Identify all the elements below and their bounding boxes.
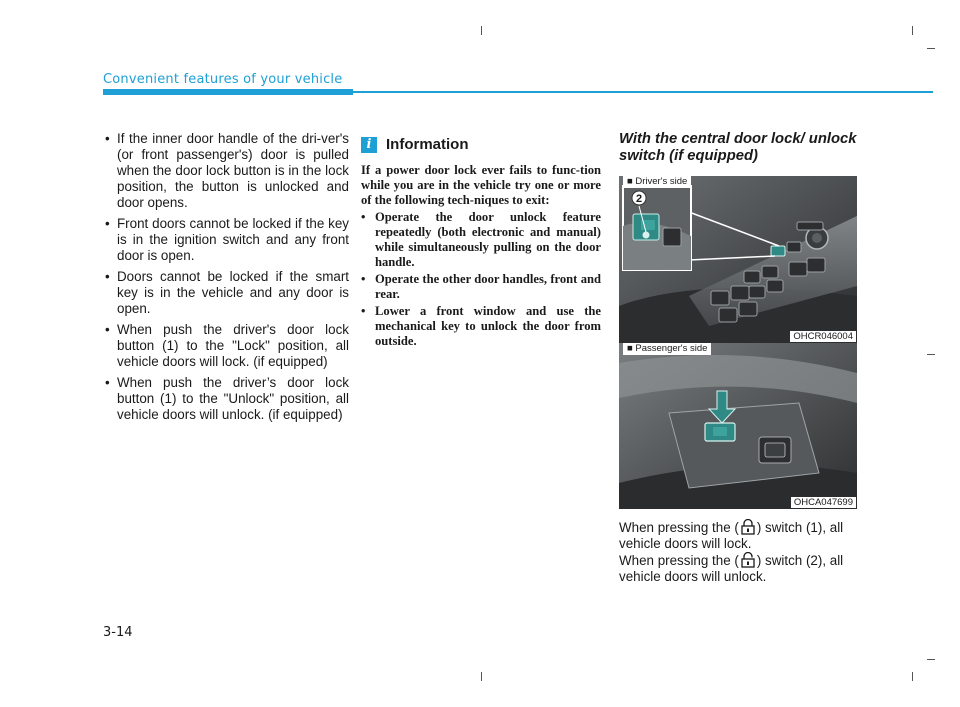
drivers-side-figure xyxy=(619,176,857,343)
lock-text-after: ) switch (1), all vehicle doors will lock. xyxy=(619,520,844,551)
header-rule-thick xyxy=(103,89,353,95)
information-header xyxy=(361,136,601,153)
passengers-side-figure xyxy=(619,343,857,509)
crop-mark xyxy=(927,659,935,660)
column-3 xyxy=(619,131,859,165)
bullet-item: • If the inner door handle of the dri-ver's (or front passenger's) door is pulled when the door lock button is in the lock position, the button is unlocked and door opens. xyxy=(103,131,349,211)
crop-mark xyxy=(481,672,482,681)
bullet-item: • When push the driver’s door lock button (1) to the "Unlock" position, all vehicle doors will unlock. (if equipped) xyxy=(103,375,349,423)
header-rule-thin xyxy=(353,91,933,93)
crop-mark xyxy=(927,48,935,49)
unlock-text-before: When pressing the ( xyxy=(619,553,739,568)
bullet-list xyxy=(103,131,349,423)
bullet-item: • Doors cannot be locked if the smart key is in the vehicle and any door is open. xyxy=(103,269,349,317)
information-title: Information xyxy=(386,136,469,153)
figure-code: OHCR046004 xyxy=(790,331,856,342)
column-1 xyxy=(103,131,349,428)
subsection-heading: With the central door lock/ unlock switch (if equipped) xyxy=(619,131,857,164)
lock-icon xyxy=(739,519,757,535)
information-item: • Operate the other door handles, front and rear. xyxy=(361,272,601,302)
unlock-text-after: ) switch (2), all vehicle doors will unlock. xyxy=(619,553,844,584)
crop-mark xyxy=(912,26,913,35)
information-intro: If a power door lock ever fails to func-tion while you are in the vehicle try one or more of the following tech-niques to exit: xyxy=(361,163,601,207)
unlock-icon xyxy=(739,552,757,568)
lock-text-before: When pressing the ( xyxy=(619,520,739,535)
figure-label: ■ Passenger's side xyxy=(623,343,711,355)
section-title: Convenient features of your vehicle xyxy=(103,72,343,87)
figure-code: OHCA047699 xyxy=(791,497,856,508)
information-body xyxy=(361,163,601,349)
crop-mark xyxy=(927,354,935,355)
information-icon: i xyxy=(361,137,377,153)
passengers-side-illustration xyxy=(619,343,857,509)
bullet-item: • When push the driver's door lock button (1) to the "Lock" position, all vehicle doors will lock. (if equipped) xyxy=(103,322,349,370)
information-list xyxy=(361,210,601,349)
information-item: • Operate the door unlock feature repeatedly (both electronic and manual) while simultaneously pulling on the door handle. xyxy=(361,210,601,270)
callout-number-2: 2 xyxy=(635,193,643,205)
figure-label: ■ Driver's side xyxy=(623,176,691,188)
information-item: • Lower a front window and use the mechanical key to unlock the door from outside. xyxy=(361,304,601,349)
crop-mark xyxy=(481,26,482,35)
bullet-item: • Front doors cannot be locked if the key is in the ignition switch and any front door is open. xyxy=(103,216,349,264)
crop-mark xyxy=(912,672,913,681)
lock-instruction xyxy=(619,519,859,552)
unlock-instruction xyxy=(619,552,859,585)
page-number: 3-14 xyxy=(103,625,133,640)
information-box xyxy=(361,136,601,351)
drivers-side-illustration xyxy=(619,176,857,343)
